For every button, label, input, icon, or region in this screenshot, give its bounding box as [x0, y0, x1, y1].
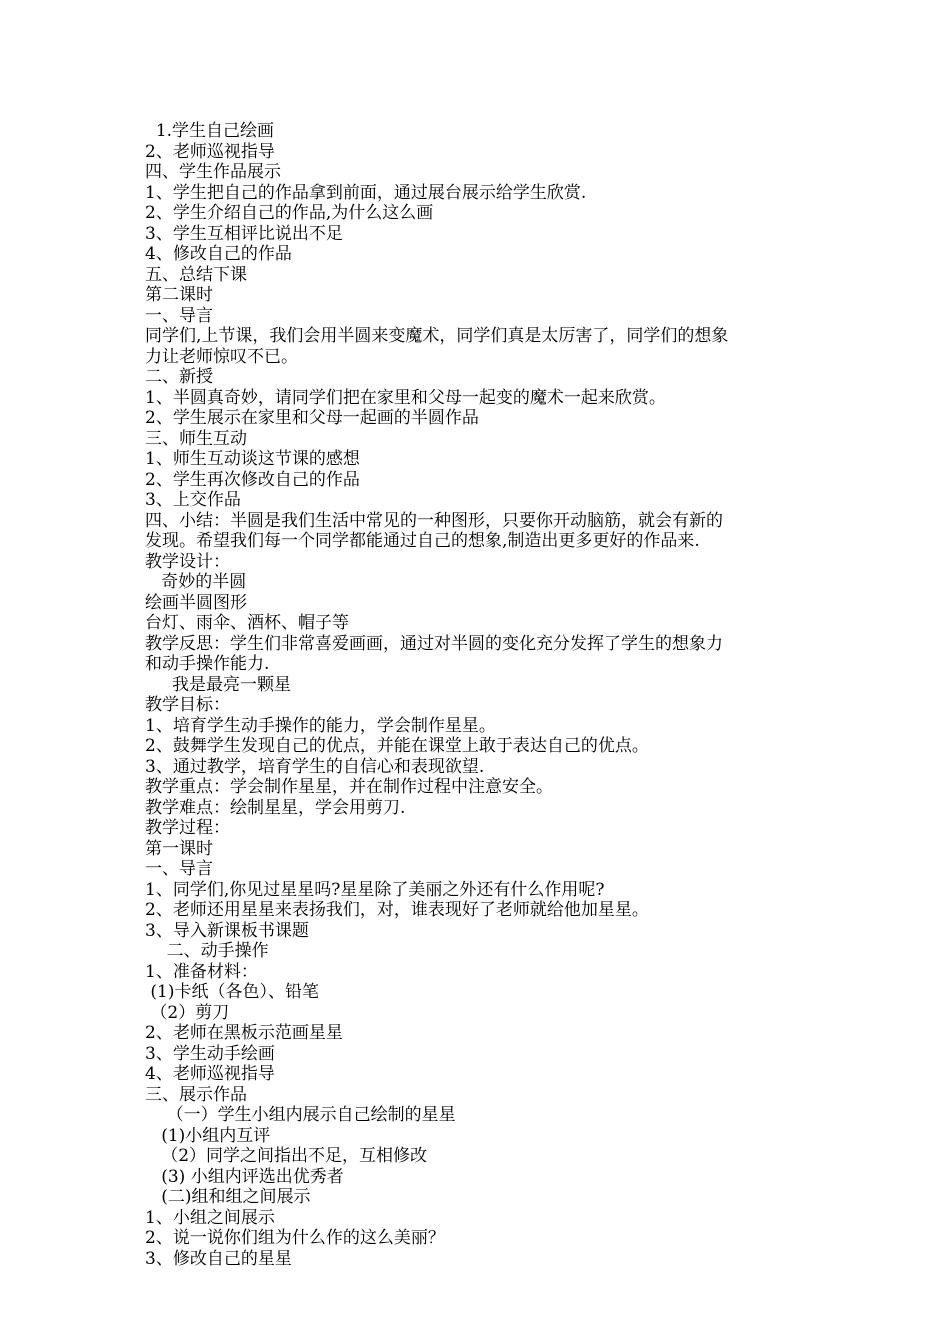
text-line: 教学重点：学会制作星星，并在制作过程中注意安全。 [145, 777, 553, 797]
text-line: 3、学生互相评比说出不足 [145, 223, 343, 244]
text-line: 一、导言 [145, 859, 213, 879]
text-line: 1、准备材料： [145, 961, 258, 982]
text-line: 1、半圆真奇妙，请同学们把在家里和父母一起变的魔术一起来欣赏。 [145, 387, 666, 408]
text-line: 我是最亮一颗星 [145, 674, 292, 695]
text-line: 1.学生自己绘画 [145, 121, 275, 141]
text-line: 2、学生再次修改自己的作品 [145, 469, 360, 490]
text-line: 2、说一说你们组为什么作的这么美丽？ [145, 1228, 445, 1248]
text-line: 4、修改自己的作品 [145, 244, 292, 264]
text-line: 奇妙的半圆 [145, 572, 247, 592]
text-line: （一）学生小组内展示自己绘制的星星 [145, 1105, 456, 1125]
text-line: 四、小结：半圆是我们生活中常见的一种图形，只要你开动脑筋，就会有新的 [145, 510, 723, 531]
text-line: 教学难点：绘制星星，学会用剪刀. [145, 797, 406, 818]
text-line: 第一课时 [145, 838, 213, 859]
text-line: 1、师生互动谈这节课的感想 [145, 449, 360, 469]
text-line: 二、新授 [145, 367, 213, 387]
text-line: 4、老师巡视指导 [145, 1064, 275, 1084]
text-line: 四、学生作品展示 [145, 162, 281, 182]
text-line: 二、动手操作 [145, 941, 269, 961]
text-line: 2、老师在黑板示范画星星 [145, 1023, 343, 1043]
text-line: 3、导入新课板书课题 [145, 920, 309, 941]
text-line: 台灯、雨伞、酒杯、帽子等 [145, 613, 349, 633]
text-line: 同学们,上节课，我们会用半圆来变魔术，同学们真是太厉害了，同学们的想象 [145, 326, 729, 346]
text-line: (3) 小组内评选出优秀者 [145, 1166, 344, 1187]
text-line: 三、师生互动 [145, 428, 247, 449]
text-line: 2、学生介绍自己的作品,为什么这么画 [145, 203, 434, 223]
text-line: 教学反思：学生们非常喜爱画画，通过对半圆的变化充分发挥了学生的想象力 [145, 633, 723, 654]
text-line: 3、修改自己的星星 [145, 1248, 292, 1269]
text-line: 一、导言 [145, 305, 213, 326]
text-line: (1)卡纸（各色）、铅笔 [145, 982, 319, 1002]
text-line: 三、展示作品 [145, 1084, 247, 1105]
text-line: 3、学生动手绘画 [145, 1043, 275, 1064]
text-line: 教学设计： [145, 551, 230, 572]
text-line: 2、老师巡视指导 [145, 141, 275, 162]
text-line: 1、同学们,你见过星星吗?星星除了美丽之外还有什么作用呢? [145, 879, 605, 900]
text-line: 和动手操作能力. [145, 654, 270, 674]
text-line: （2）剪刀 [145, 1002, 230, 1023]
text-line: 力让老师惊叹不已。 [145, 346, 298, 367]
text-line: 3、上交作品 [145, 490, 241, 510]
document-body [145, 121, 825, 1269]
text-line: 1、学生把自己的作品拿到前面，通过展台展示给学生欣赏. [145, 182, 587, 203]
text-line: 教学目标： [145, 695, 230, 715]
text-line: 3、通过教学，培育学生的自信心和表现欲望. [145, 756, 485, 777]
text-line: (二)组和组之间展示 [145, 1187, 311, 1207]
text-line: 发现。希望我们每一个同学都能通过自己的想象,制造出更多更好的作品来. [145, 531, 700, 551]
text-line: 1、培育学生动手操作的能力，学会制作星星。 [145, 715, 496, 736]
text-line: 2、学生展示在家里和父母一起画的半圆作品 [145, 408, 479, 428]
text-line: 2、老师还用星星来表扬我们，对，谁表现好了老师就给他加星星。 [145, 900, 649, 920]
text-line: 五、总结下课 [145, 264, 247, 285]
text-line: （2）同学之间指出不足，互相修改 [145, 1146, 428, 1166]
text-line: 2、鼓舞学生发现自己的优点，并能在课堂上敢于表达自己的优点。 [145, 736, 649, 756]
text-line: 1、小组之间展示 [145, 1207, 275, 1228]
text-line: 教学过程： [145, 818, 230, 838]
text-line: (1)小组内互评 [145, 1125, 271, 1146]
text-line: 绘画半圆图形 [145, 592, 247, 613]
text-line: 第二课时 [145, 285, 213, 305]
